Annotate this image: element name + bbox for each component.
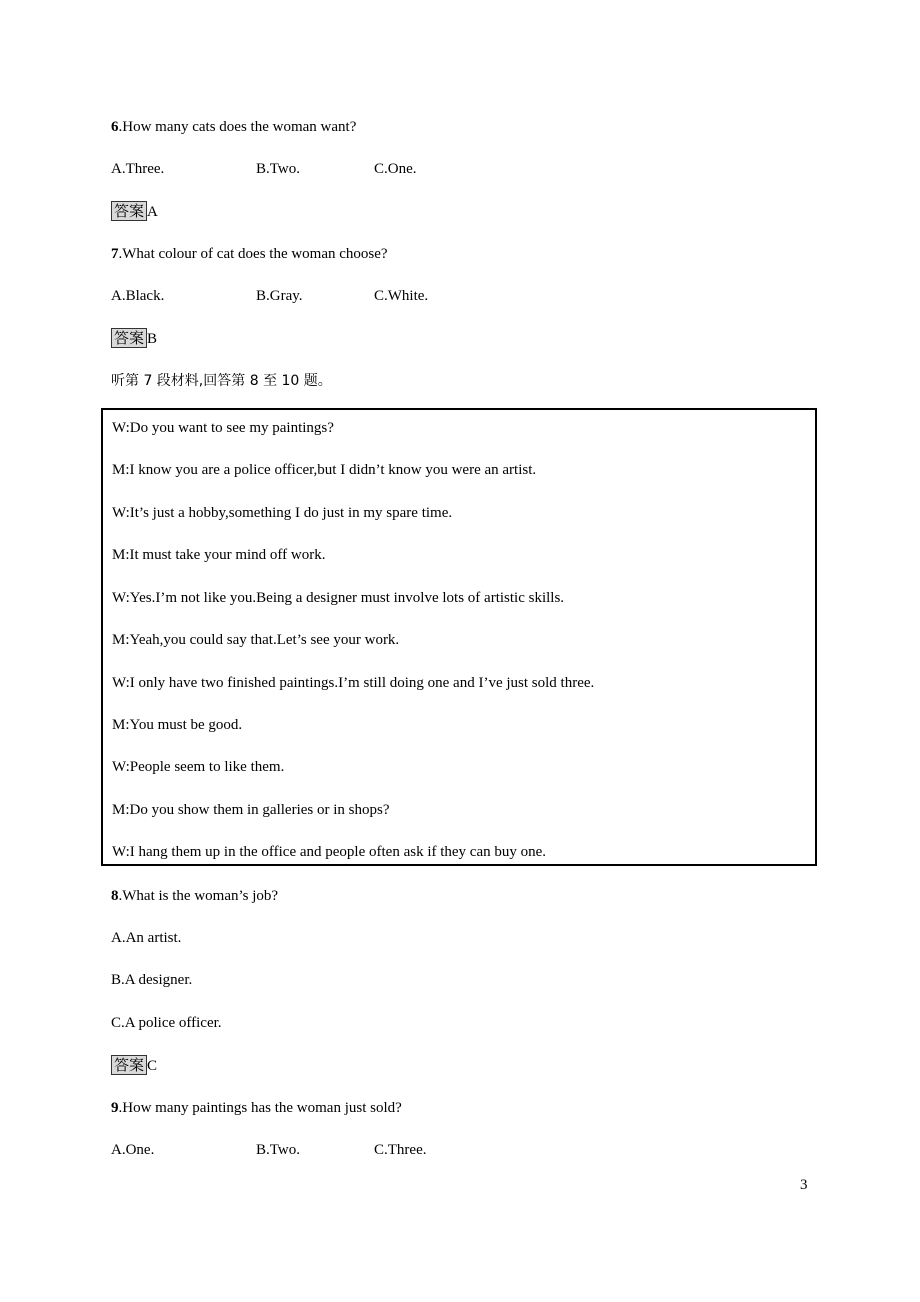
- page-number: 3: [800, 1177, 808, 1193]
- dialogue-line: M:I know you are a police officer,but I didn’t know you were an artist.: [112, 462, 537, 478]
- question-8: [111, 886, 278, 906]
- answer-badge: 答案: [111, 328, 147, 348]
- dialogue-line: W:People seem to like them.: [112, 759, 285, 775]
- question-6: [111, 117, 356, 137]
- question-6-answer: [111, 201, 158, 222]
- question-7-number: 7: [111, 246, 119, 262]
- option-b: B.A designer.: [111, 972, 193, 988]
- dialogue-line: M:Do you show them in galleries or in shops?: [112, 802, 390, 818]
- answer-value: B: [147, 331, 158, 347]
- question-8-text: .What is the woman’s job?: [118, 888, 279, 904]
- option-b: B.Two.: [256, 1142, 300, 1158]
- question-9-options: [111, 1140, 427, 1160]
- question-9: [111, 1098, 402, 1118]
- question-9-number: 9: [111, 1100, 119, 1116]
- question-7: [111, 244, 388, 264]
- option-c: C.Three.: [374, 1142, 427, 1158]
- option-b: B.Two.: [256, 161, 300, 177]
- dialogue-line: W:Yes.I’m not like you.Being a designer must involve lots of artistic skills.: [112, 590, 565, 606]
- dialogue-line: M:Yeah,you could say that.Let’s see your work.: [112, 632, 400, 648]
- option-c: C.One.: [374, 161, 417, 177]
- question-8-answer: [111, 1055, 157, 1076]
- section-instruction: 听第 7 段材料,回答第 8 至 10 题。: [111, 373, 332, 389]
- option-a: A.Three.: [111, 161, 165, 177]
- dialogue-line: M:It must take your mind off work.: [112, 547, 326, 563]
- dialogue-line: W:I hang them up in the office and people often ask if they can buy one.: [112, 844, 547, 860]
- option-a: A.One.: [111, 1142, 155, 1158]
- question-7-options: [111, 286, 429, 306]
- option-a: A.An artist.: [111, 930, 182, 946]
- question-6-text: .How many cats does the woman want?: [118, 119, 357, 135]
- dialogue-line: W:It’s just a hobby,something I do just in my spare time.: [112, 505, 453, 521]
- dialogue-line: W:I only have two finished paintings.I’m still doing one and I’ve just sold three.: [112, 675, 595, 691]
- answer-badge: 答案: [111, 201, 147, 221]
- question-9-text: .How many paintings has the woman just sold?: [118, 1100, 402, 1116]
- question-7-text: .What colour of cat does the woman choose?: [118, 246, 388, 262]
- option-c: C.A police officer.: [111, 1015, 222, 1031]
- answer-value: C: [147, 1058, 158, 1074]
- question-6-options: [111, 159, 417, 179]
- option-a: A.Black.: [111, 288, 165, 304]
- question-6-number: 6: [111, 119, 119, 135]
- dialogue-line: W:Do you want to see my paintings?: [112, 420, 334, 436]
- dialogue-transcript-box: [101, 408, 817, 866]
- answer-badge: 答案: [111, 1055, 147, 1075]
- dialogue-line: M:You must be good.: [112, 717, 243, 733]
- option-c: C.White.: [374, 288, 429, 304]
- answer-value: A: [147, 204, 158, 220]
- question-8-number: 8: [111, 888, 119, 904]
- option-b: B.Gray.: [256, 288, 303, 304]
- question-7-answer: [111, 328, 157, 349]
